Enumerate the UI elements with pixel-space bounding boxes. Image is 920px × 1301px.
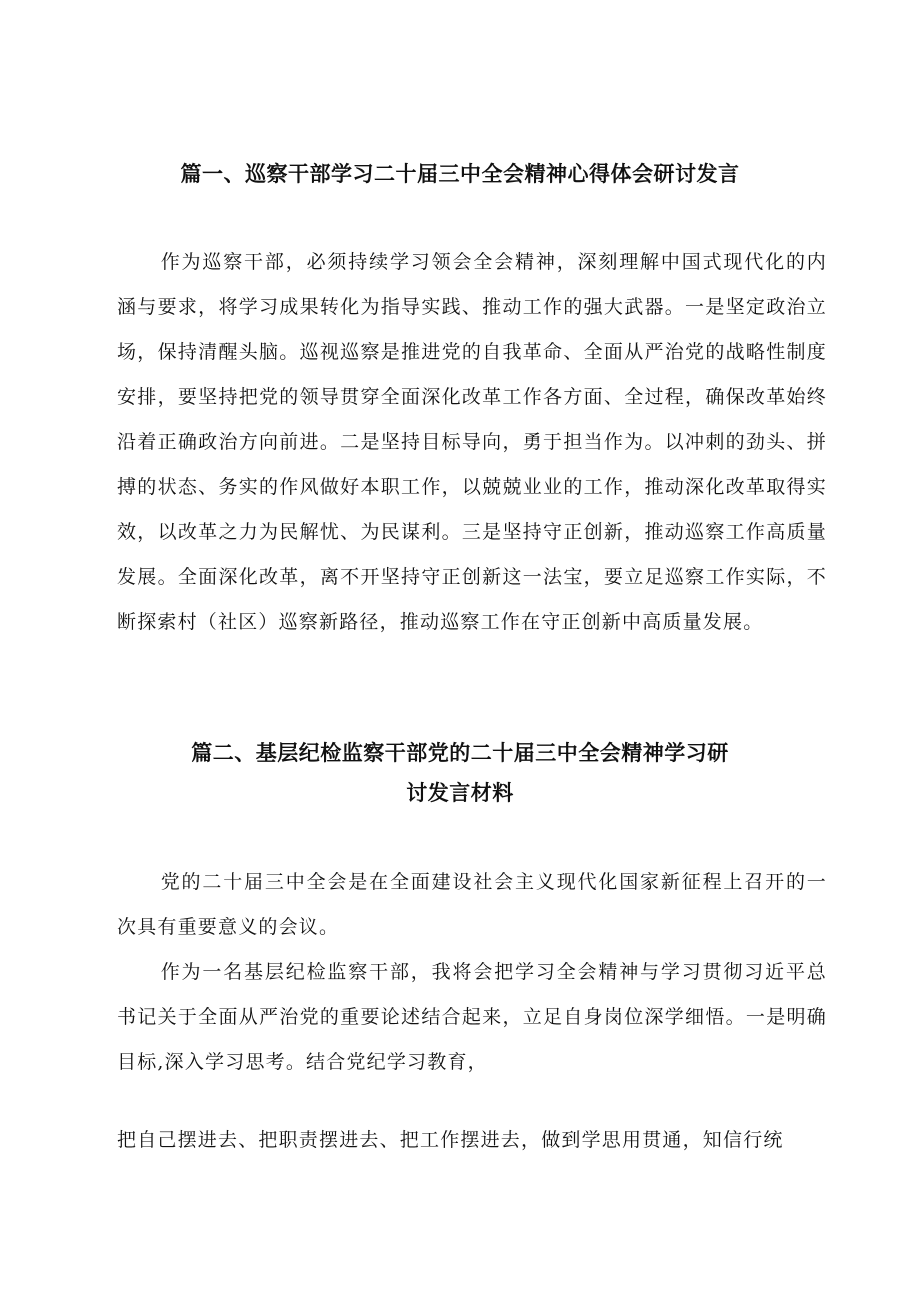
section1-title: 篇一、巡察干部学习二十届三中全会精神心得体会研讨发言	[180, 162, 740, 186]
section2-title-line2: 讨发言材料	[406, 781, 514, 805]
section2-paragraph3: 把自己摆进去、把职责摆进去、把工作摆进去，做到学思用贯通，知信行统	[117, 1129, 784, 1151]
section2-title	[0, 733, 920, 813]
section2-title-line1: 篇二、基层纪检监察干部党的二十届三中全会精神学习研	[191, 741, 729, 765]
section2-paragraph1: 党的二十届三中全会是在全面建设社会主义现代化国家新征程上召开的一次具有重要意义的会议。	[117, 871, 827, 938]
section2-paragraph2: 作为一名基层纪检监察干部，我将会把学习全会精神与学习贯彻习近平总书记关于全面从严治党的重要论述结合起来，立足自身岗位深学细悟。一是明确目标,深入学习思考。结合党纪学习教育，	[117, 961, 827, 1073]
section1-paragraph: 作为巡察干部，必须持续学习领会全会精神，深刻理解中国式现代化的内涵与要求，将学习成果转化为指导实践、推动工作的强大武器。一是坚定政治立场，保持清醒头脑。巡视巡察是推进党的自我革命、全面从严治党的战略性制度安排，要坚持把党的领导贯穿全面深化改革工作各方面、全过程，确保改革始终沿着正确政治方向前进。二是坚持目标导向，勇于担当作为。以冲刺的劲头、拼搏的状态、务实的作风做好本职工作，以兢兢业业的工作，推动深化改革取得实效，以改革之力为民解忧、为民谋利。三是坚持守正创新，推动巡察工作高质量发展。全面深化改革，离不开坚持守正创新这一法宝，要立足巡察工作实际，不断探索村（社区）巡察新路径，推动巡察工作在守正创新中高质量发展。	[117, 251, 827, 633]
